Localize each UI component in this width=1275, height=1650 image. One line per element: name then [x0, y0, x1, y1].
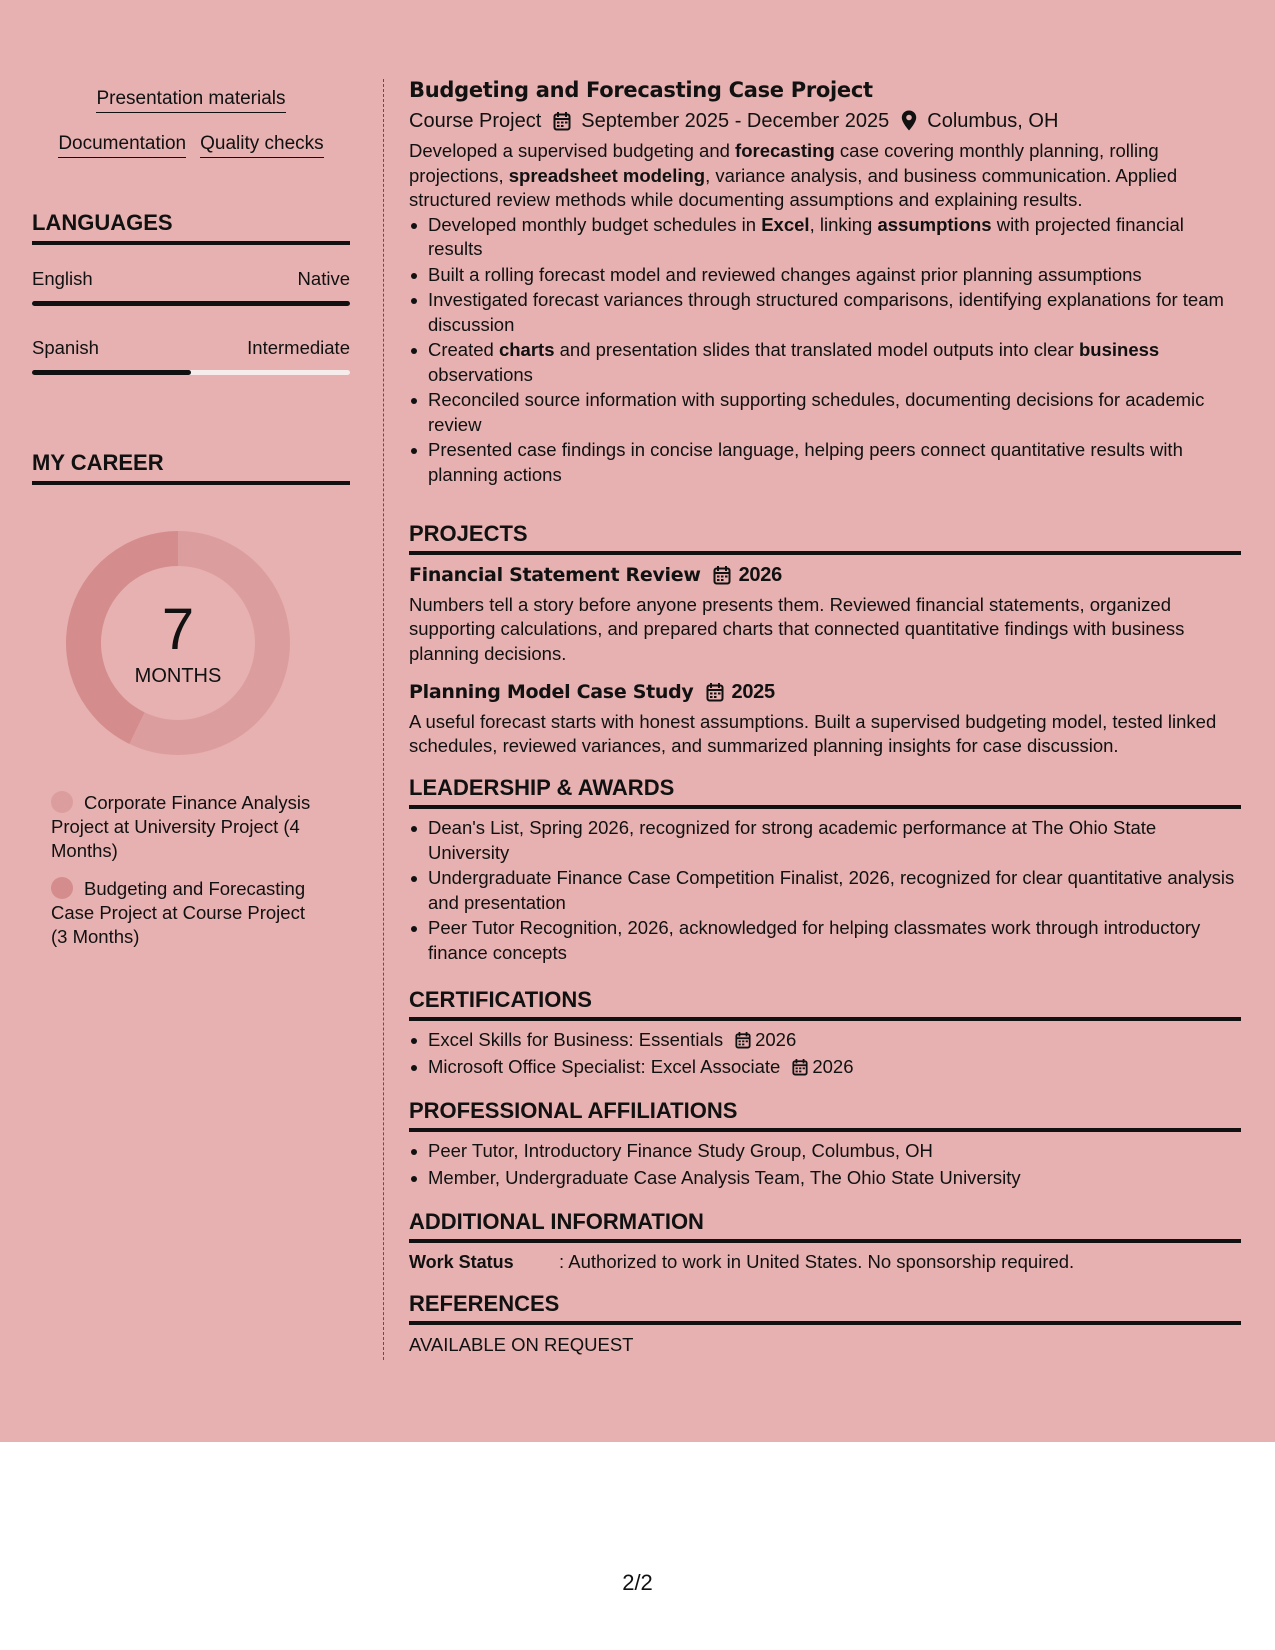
award-item: Dean's List, Spring 2026, recognized for strong academic performance at The Ohio State University	[409, 816, 1241, 865]
bullet-item: Created charts and presentation slides that translated model outputs into clear business observations	[409, 338, 1241, 387]
skill-tag: Documentation	[58, 133, 186, 158]
summary-text: case covering monthly planning, rolling projections,	[409, 140, 1159, 186]
summary-text: Developed a supervised budgeting and	[409, 140, 736, 161]
award-item: Peer Tutor Recognition, 2026, acknowledged for helping classmates work through introductory finance concepts	[409, 916, 1241, 965]
affiliations-list	[409, 1139, 1241, 1190]
legend-label: Corporate Finance Analysis Project at University Project (4 Months)	[51, 792, 311, 861]
certification-item	[409, 1028, 1241, 1053]
bullet-item: Reconciled source information with supporting schedules, documenting decisions for academic review	[409, 388, 1241, 437]
certifications-heading: CERTIFICATIONS	[409, 988, 1241, 1021]
career-total-months: 7	[161, 597, 195, 662]
experience-dates: September 2025 - December 2025	[581, 109, 890, 132]
language-item	[32, 337, 350, 375]
work-status-row	[409, 1250, 1241, 1275]
references-text: AVAILABLE ON REQUEST	[409, 1334, 634, 1355]
calendar-icon	[553, 111, 571, 131]
calendar-icon	[792, 1058, 808, 1076]
affiliation-item: Member, Undergraduate Case Analysis Team, The Ohio State University	[409, 1166, 1241, 1191]
language-item	[32, 268, 350, 306]
experience-title: Budgeting and Forecasting Case Project	[409, 78, 873, 102]
page-footer	[0, 1442, 1275, 1650]
language-level: Intermediate	[247, 337, 350, 358]
experience-bullets	[409, 213, 1241, 488]
career-heading: MY CAREER	[32, 450, 350, 485]
affiliation-item: Peer Tutor, Introductory Finance Study Group, Columbus, OH	[409, 1139, 1241, 1164]
work-status-label: Work Status	[409, 1252, 514, 1272]
project-year: 2026	[738, 564, 782, 586]
certification-name: Microsoft Office Specialist: Excel Associate	[428, 1055, 781, 1077]
language-name: English	[32, 268, 93, 289]
bullet-item: Built a rolling forecast model and reviewed changes against prior planning assumptions	[409, 263, 1241, 288]
work-status-value: : Authorized to work in United States. No sponsorship required.	[559, 1251, 1075, 1272]
leadership-heading: LEADERSHIP & AWARDS	[409, 776, 1241, 809]
career-unit-label: MONTHS	[134, 665, 222, 687]
references-heading: REFERENCES	[409, 1292, 1241, 1325]
language-proficiency-fill	[32, 301, 350, 306]
summary-text: , variance analysis, and business communication. Applied structured review methods while documenting assumptions and explaining results.	[409, 164, 1178, 210]
experience-meta	[409, 109, 1241, 134]
calendar-icon	[706, 682, 724, 702]
additional-info-heading: ADDITIONAL INFORMATION	[409, 1210, 1241, 1243]
project-title: Planning Model Case Study	[409, 681, 694, 703]
calendar-icon	[735, 1031, 751, 1049]
projects-heading: PROJECTS	[409, 522, 1241, 555]
skill-tags-row	[32, 133, 350, 158]
experience-location: Columbus, OH	[927, 109, 1059, 132]
skill-tags-row	[32, 88, 350, 113]
calendar-icon	[713, 565, 731, 585]
language-proficiency-bar	[32, 301, 350, 306]
legend-color-dot	[51, 877, 73, 899]
career-legend-item	[51, 877, 319, 949]
career-legend-item	[51, 791, 319, 863]
career-donut-chart	[66, 531, 290, 755]
bullet-item: Developed monthly budget schedules in Excel, linking assumptions with projected financial results	[409, 213, 1241, 262]
project-year: 2025	[731, 681, 775, 703]
project-description: Numbers tell a story before anyone presents them. Reviewed financial statements, organized supporting calculations, and prepared charts that connected quantitative findings with business planning decisions.	[409, 593, 1185, 664]
location-pin-icon	[901, 110, 917, 131]
bullet-item: Presented case findings in concise language, helping peers connect quantitative results with planning actions	[409, 438, 1241, 487]
certification-year: 2026	[812, 1055, 854, 1077]
skill-tag: Quality checks	[200, 133, 324, 158]
summary-keyword: spreadsheet modeling	[508, 164, 706, 186]
certifications-list	[409, 1028, 1241, 1079]
legend-label: Budgeting and Forecasting Case Project at Course Project (3 Months)	[51, 878, 306, 947]
language-proficiency-bar	[32, 370, 350, 375]
languages-heading: LANGUAGES	[32, 210, 350, 245]
project-title-row	[409, 563, 1241, 588]
leadership-list	[409, 816, 1241, 965]
column-divider	[383, 79, 384, 1360]
summary-keyword: forecasting	[735, 140, 835, 161]
language-proficiency-fill	[32, 370, 191, 375]
affiliations-heading: PROFESSIONAL AFFILIATIONS	[409, 1099, 1241, 1132]
certification-name: Excel Skills for Business: Essentials	[428, 1029, 724, 1050]
project-title: Financial Statement Review	[409, 564, 701, 586]
skill-tag: Presentation materials	[96, 88, 285, 113]
experience-type: Course Project	[409, 109, 542, 132]
project-title-row	[409, 680, 1241, 705]
certification-year: 2026	[755, 1029, 797, 1050]
experience-summary	[409, 139, 1241, 213]
bullet-item: Investigated forecast variances through structured comparisons, identifying explanations for team discussion	[409, 288, 1241, 337]
project-entry	[409, 680, 1241, 759]
page-number: 2/2	[622, 1570, 653, 1595]
award-item: Undergraduate Finance Case Competition Finalist, 2026, recognized for clear quantitative analysis and presentation	[409, 866, 1241, 915]
certification-item	[409, 1055, 1241, 1080]
project-entry	[409, 563, 1241, 666]
legend-color-dot	[51, 791, 73, 813]
experience-entry	[409, 78, 1241, 487]
project-description: A useful forecast starts with honest assumptions. Built a supervised budgeting model, tested linked schedules, reviewed variances, and summarized planning insights for case discussion.	[409, 710, 1217, 756]
language-name: Spanish	[32, 337, 99, 358]
language-level: Native	[297, 268, 350, 289]
